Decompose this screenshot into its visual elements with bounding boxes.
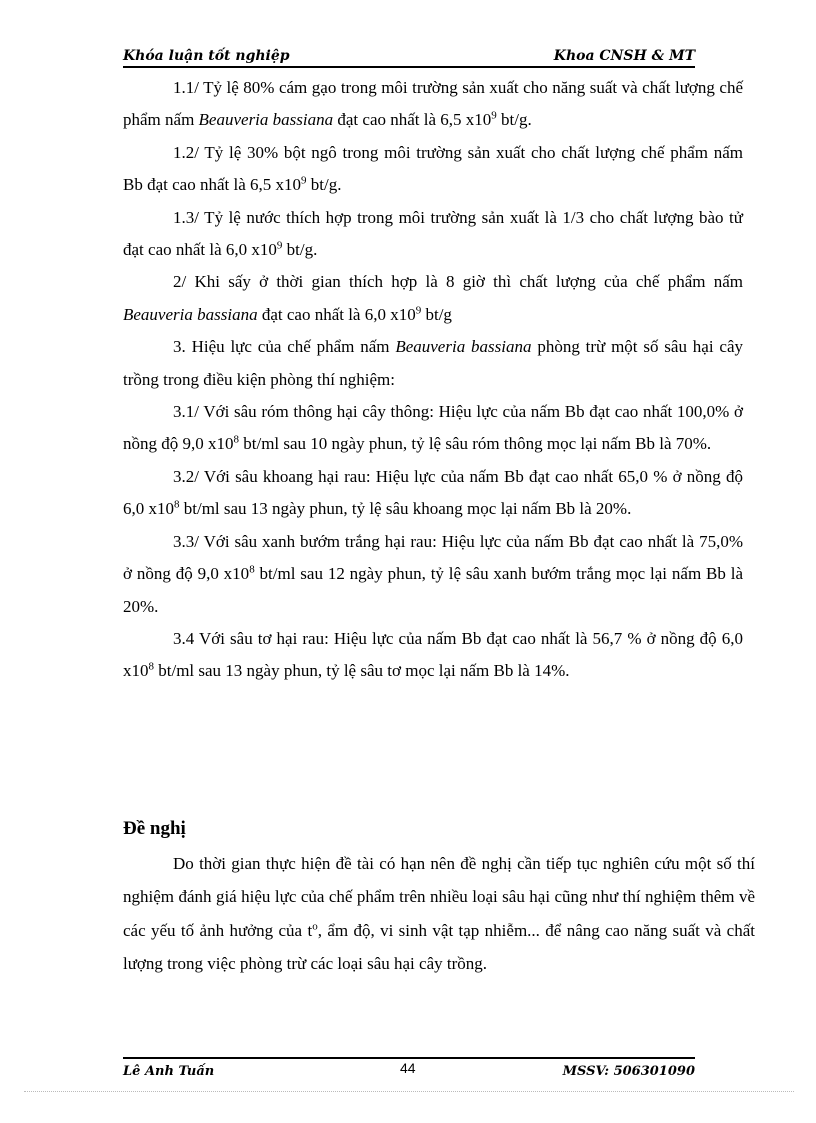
- results-section: [123, 72, 743, 688]
- result-3: 3. Hiệu lực của chế phẩm nấm Beauveria bassiana phòng trừ một số sâu hại cây trồng trong điều kiện phòng thí nghiệm:: [123, 337, 743, 389]
- page-footer: [123, 1060, 695, 1080]
- page-bottom-guide: [24, 1091, 794, 1092]
- result-1-1: 1.1/ Tỷ lệ 80% cám gạo trong môi trường sản xuất cho năng suất và chất lượng chế phẩm nấm Beauveria bassiana đạt cao nhất là 6,5 $x10^9$ bt/g.: [123, 78, 743, 130]
- footer-student-id: MSSV: 506301090: [562, 1064, 695, 1079]
- footer-divider: [123, 1057, 695, 1059]
- recommendation-heading: Đề nghị: [123, 818, 186, 839]
- recommendation-section: [123, 847, 755, 981]
- header-thesis-label: Khóa luận tốt nghiệp: [123, 48, 290, 64]
- result-1-3: 1.3/ Tỷ lệ nước thích hợp trong môi trường sản xuất là 1/3 cho chất lượng bào tử đạt cao nhất là 6,0 $x10^9$ bt/g.: [123, 207, 743, 260]
- footer-author: Lê Anh Tuấn: [123, 1064, 215, 1079]
- result-3-1: 3.1/ Với sâu róm thông hại cây thông: Hiệu lực của nấm Bb đạt cao nhất 100,0% ở nồng độ 9,0 $x10^8$ bt/ml sau 10 ngày phun, tỷ lệ sâu róm thông mọc lại nấm Bb là 70%.: [123, 402, 743, 454]
- result-2: 2/ Khi sấy ở thời gian thích hợp là 8 giờ thì chất lượng của chế phẩm nấm Beauveria bassiana đạt cao nhất là 6,0 $x10^9$ bt/g: [123, 272, 743, 324]
- page-number: 44: [400, 1060, 416, 1076]
- result-3-3: 3.3/ Với sâu xanh bướm trắng hại rau: Hiệu lực của nấm Bb đạt cao nhất là 75,0% ở nồng độ 9,0 $x10^8$ bt/ml sau 12 ngày phun, tỷ lệ sâu xanh bướm trắng mọc lại nấm Bb là 20%.: [123, 531, 743, 616]
- result-1-2: 1.2/ Tỷ lệ 30% bột ngô trong môi trường sản xuất cho chất lượng chế phẩm nấm Bb đạt cao nhất là 6,5 $x10^9$ bt/g.: [123, 142, 743, 195]
- result-3-4: 3.4 Với sâu tơ hại rau: Hiệu lực của nấm Bb đạt cao nhất là 56,7 % ở nồng độ 6,0 $x10^8$ bt/ml sau 13 ngày phun, tỷ lệ sâu tơ mọc lại nấm Bb là 14%.: [123, 628, 743, 681]
- result-3-2: 3.2/ Với sâu khoang hại rau: Hiệu lực của nấm Bb đạt cao nhất 65,0 % ở nồng độ 6,0 $x10^8$ bt/ml sau 13 ngày phun, tỷ lệ sâu khoang mọc lại nấm Bb là 20%.: [123, 466, 743, 519]
- recommendation-paragraph: Do thời gian thực hiện đề tài có hạn nên đề nghị cần tiếp tục nghiên cứu một số thí nghiệm đánh giá hiệu lực của chế phẩm trên nhiều loại sâu hại cũng như thí nghiệm thêm về các yếu tố ảnh hưởng của $t^o$, ẩm độ, vi sinh vật tạp nhiễm... để nâng cao năng suất và chất lượng trong việc phòng trừ các loại sâu hại cây trồng.: [123, 854, 755, 974]
- page-header: [123, 46, 695, 68]
- header-faculty-label: Khoa CNSH & MT: [553, 48, 695, 64]
